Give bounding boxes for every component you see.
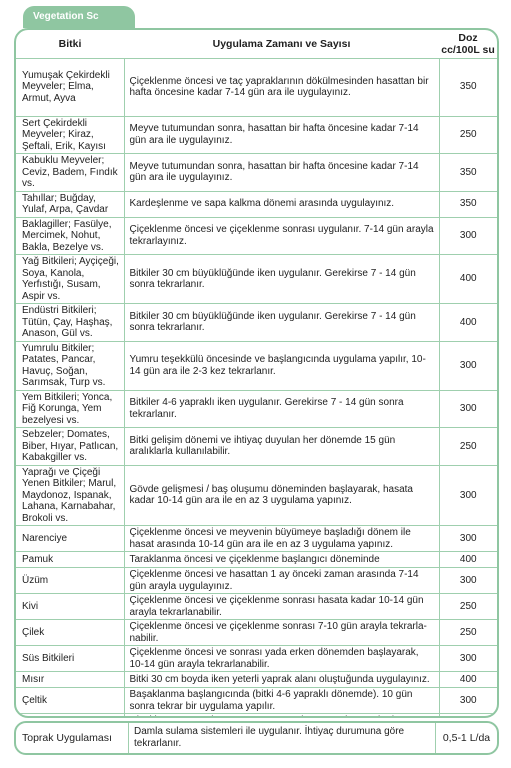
table-row [16, 304, 497, 342]
table-row [16, 58, 497, 116]
application-cell: Çiçeklenme öncesi ve çiçeklenme sonrası uygulanır. 7-14 gün arayla tekrarlayınız. [124, 217, 439, 255]
dose-cell: 300 [439, 465, 497, 526]
table-header-row [16, 30, 497, 58]
application-cell: Bitkiler 30 cm büyüklüğünde iken uygulanır. Gerekirse 7 - 14 gün sonra tekrarlanır. [124, 255, 439, 304]
plant-cell: Tahıllar; Buğday, Yulaf, Arpa, Çavdar [16, 191, 124, 217]
table-row [16, 255, 497, 304]
application-cell: Çiçeklenme öncesi ve çiçeklenme sonrası 7-10 gün arayla tekrarla-nabilir. [124, 620, 439, 646]
application-cell: Meyve tutumundan sonra, hasattan bir hafta öncesine kadar 7-14 gün ara ile uygulayınız. [124, 116, 439, 154]
plant-cell: Kivi [16, 594, 124, 620]
soil-application-box [14, 721, 499, 755]
dose-cell: 300 [439, 217, 497, 255]
header-application: Uygulama Zamanı ve Sayısı [124, 30, 439, 58]
header-dose: Doz cc/100L su [439, 30, 497, 58]
table-row [16, 672, 497, 688]
table-row [16, 116, 497, 154]
dose-cell: 300 [439, 526, 497, 552]
dosage-table-frame [14, 28, 499, 718]
dose-cell: 250 [439, 116, 497, 154]
application-cell: Çiçeklenme öncesi ve hasattan 1 ay önceki zaman arasında 7-14 gün arayla uygulayınız. [124, 568, 439, 594]
plant-cell: Narenciye [16, 526, 124, 552]
dose-cell: 350 [439, 191, 497, 217]
table-row [16, 526, 497, 552]
application-cell: Çiçeklenme öncesi ve taç yapraklarının dökülmesinden hasattan bir hafta öncesine kadar 7-14 gün ara ile uygulayınız. [124, 58, 439, 116]
plant-cell: Yumrulu Bitkiler; Patates, Pancar, Havuç, Soğan, Sarımsak, Turp vs. [16, 341, 124, 390]
application-cell: Bitki gelişim dönemi ve ihtiyaç duyulan her dönemde 15 gün aralıklarla kullanılabilir. [124, 428, 439, 466]
table-row [16, 620, 497, 646]
plant-cell: Kabuklu Meyveler; Ceviz, Badem, Fındık vs. [16, 154, 124, 192]
dose-cell: 250 [439, 594, 497, 620]
dose-cell [439, 714, 497, 719]
dose-cell: 400 [439, 672, 497, 688]
table-row [16, 191, 497, 217]
dose-cell: 400 [439, 552, 497, 568]
table-row [16, 217, 497, 255]
application-cell: Gövde gelişmesi / baş oluşumu döneminden başlayarak, hasata kadar 10-14 gün ara ile en az 3 uygulama yapınız. [124, 465, 439, 526]
plant-cell: Yaprağı ve Çiçeği Yenen Bitkiler; Marul, Maydonoz, Ispanak, Lahana, Karnabahar, Brokoli vs. [16, 465, 124, 526]
plant-cell: Baklagiller; Fasülye, Mercimek, Nohut, Bakla, Bezelye vs. [16, 217, 124, 255]
plant-cell: Sebzeler; Domates, Biber, Hıyar, Patlıcan, Kabakgiller vs. [16, 428, 124, 466]
table-row [16, 465, 497, 526]
dose-cell: 350 [439, 154, 497, 192]
application-cell: Çiçeklenme öncesi ve sonrası yada erken dönemden başlayarak, 10-14 gün arayla tekrarlanabilir. [124, 646, 439, 672]
table-row [16, 341, 497, 390]
dose-cell: 300 [439, 568, 497, 594]
dose-cell: 300 [439, 688, 497, 714]
plant-cell: Mısır [16, 672, 124, 688]
dose-cell: 300 [439, 341, 497, 390]
plant-cell: Yağ Bitkileri; Ayçiçeği, Soya, Kanola, Yerfıstığı, Susam, Aspir vs. [16, 255, 124, 304]
plant-cell [16, 714, 124, 719]
application-cell: Kardeşlenme ve sapa kalkma dönemi arasında uygulayınız. [124, 191, 439, 217]
plant-cell: Çilek [16, 620, 124, 646]
soil-application: Damla sulama sistemleri ile uygulanır. İhtiyaç durumuna göre tekrarlanır. [128, 723, 436, 753]
table-row [16, 390, 497, 428]
application-cell: Başaklanma başlangıcında (bitki 4-6 yapraklı dönemde). 10 gün sonra tekrar bir uygulama yapılır. [124, 688, 439, 714]
table-row [16, 594, 497, 620]
application-cell: Bitkiler 30 cm büyüklüğünde iken uygulanır. Gerekirse 7 - 14 gün sonra tekrarlanır. [124, 304, 439, 342]
table-row [16, 568, 497, 594]
plant-cell: Pamuk [16, 552, 124, 568]
application-cell: Bitkiler 4-6 yapraklı iken uygulanır. Gerekirse 7 - 14 gün sonra tekrarlanır. [124, 390, 439, 428]
application-cell [124, 714, 439, 719]
application-cell: Taraklanma öncesi ve çiçeklenme başlangıcı döneminde [124, 552, 439, 568]
dose-cell: 300 [439, 646, 497, 672]
table-row [16, 154, 497, 192]
application-cell: Çiçeklenme öncesi ve meyvenin büyümeye başladığı dönem ile hasat arasında 10-14 gün ara ile en az 3 uygulama yapınız. [124, 526, 439, 552]
table-row [16, 428, 497, 466]
soil-plant: Toprak Uygulaması [22, 732, 112, 744]
table-row [16, 688, 497, 714]
plant-cell: Yem Bitkileri; Yonca, Fiğ Korunga, Yem bezelyesi vs. [16, 390, 124, 428]
header-plant: Bitki [16, 30, 124, 58]
plant-cell: Süs Bitkileri [16, 646, 124, 672]
dose-cell: 250 [439, 620, 497, 646]
plant-cell: Üzüm [16, 568, 124, 594]
application-cell: Bitki 30 cm boyda iken yeterli yaprak alanı oluştuğunda uygulayınız. [124, 672, 439, 688]
soil-dose: 0,5-1 L/da [442, 732, 491, 744]
application-cell: Çiçeklenme öncesi ve çiçeklenme sonrası hasata kadar 10-14 gün arayla tekrarlanabilir. [124, 594, 439, 620]
table-row [16, 552, 497, 568]
plant-cell: Endüstri Bitkileri; Tütün, Çay, Haşhaş, Anason, Gül vs. [16, 304, 124, 342]
section-tab: Vegetation Sc [23, 6, 135, 28]
table-row [16, 714, 497, 719]
dosage-table [16, 30, 497, 718]
plant-cell: Sert Çekirdekli Meyveler; Kiraz, Şeftali, Erik, Kayısı [16, 116, 124, 154]
dose-cell: 400 [439, 255, 497, 304]
application-cell: Meyve tutumundan sonra, hasattan bir hafta öncesine kadar 7-14 gün ara ile uygulayınız. [124, 154, 439, 192]
dose-cell: 250 [439, 428, 497, 466]
plant-cell: Yumuşak Çekirdekli Meyveler; Elma, Armut, Ayva [16, 58, 124, 116]
plant-cell: Çeltik [16, 688, 124, 714]
dose-cell: 400 [439, 304, 497, 342]
dose-cell: 300 [439, 390, 497, 428]
dose-cell: 350 [439, 58, 497, 116]
application-cell: Yumru teşekkülü öncesinde ve başlangıcında uygulama yapılır, 10-14 gün ara ile 2-3 kez tekrarlanır. [124, 341, 439, 390]
table-row [16, 646, 497, 672]
